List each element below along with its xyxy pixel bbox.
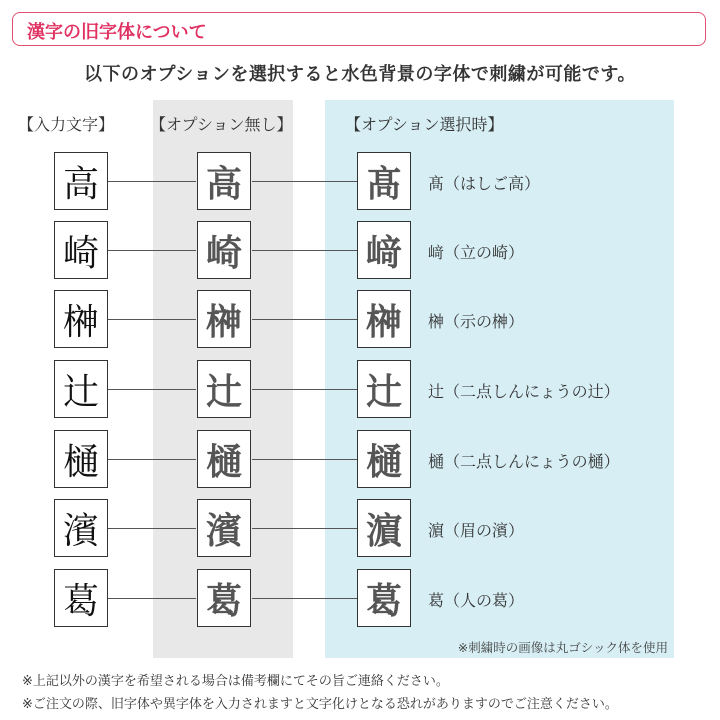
connector-line <box>252 389 358 390</box>
connector-line <box>108 181 196 182</box>
connector-line <box>252 319 358 320</box>
input-kanji: 崎 <box>54 221 108 279</box>
kanji-row <box>0 360 720 420</box>
kanji-row <box>0 430 720 490</box>
kanji-description: 髙（はしご高） <box>428 174 541 193</box>
kanji-row <box>0 152 720 212</box>
option-kanji: 榊 <box>357 290 411 348</box>
kanji-description: 葛（人の葛） <box>428 591 525 610</box>
connector-line <box>252 250 358 251</box>
kanji-description: 榊（示の榊） <box>428 312 525 331</box>
no-option-kanji: 榊 <box>197 290 251 348</box>
embroidery-caption: ※刺繍時の画像は丸ゴシック体を使用 <box>457 640 668 655</box>
connector-line <box>252 459 358 460</box>
no-option-kanji: 高 <box>197 152 251 210</box>
connector-line <box>252 598 358 599</box>
option-kanji: 濵 <box>357 499 411 557</box>
no-option-kanji: 葛 <box>197 569 251 627</box>
kanji-row <box>0 569 720 629</box>
input-kanji: 高 <box>54 152 108 210</box>
note-other-kanji: ※上記以外の漢字を希望される場合は備考欄にてその旨ご連絡ください。 <box>22 674 449 689</box>
connector-line <box>108 319 196 320</box>
connector-line <box>108 250 196 251</box>
input-kanji: 榊 <box>54 290 108 348</box>
option-kanji: 樋 <box>357 430 411 488</box>
header-no-option: 【オプション無し】 <box>150 115 293 134</box>
header-option-selected: 【オプション選択時】 <box>345 115 504 134</box>
option-kanji: 髙 <box>357 152 411 210</box>
no-option-kanji: 樋 <box>197 430 251 488</box>
note-garbled-text: ※ご注文の際、旧字体や異字体を入力されますと文字化けとなる恐れがありますのでご注意ください。 <box>22 697 618 712</box>
no-option-kanji: 濱 <box>197 499 251 557</box>
option-kanji: 﨑 <box>357 221 411 279</box>
kanji-row <box>0 290 720 350</box>
connector-line <box>108 389 196 390</box>
intro-text: 以下のオプションを選択すると水色背景の字体で刺繍が可能です。 <box>84 64 636 85</box>
connector-line <box>108 528 196 529</box>
connector-line <box>252 528 358 529</box>
option-kanji: 辻 <box>357 360 411 418</box>
input-kanji: 樋 <box>54 430 108 488</box>
kanji-row <box>0 499 720 559</box>
no-option-kanji: 崎 <box>197 221 251 279</box>
input-kanji: 葛 <box>54 569 108 627</box>
kanji-description: 濵（眉の濱） <box>428 521 525 540</box>
kanji-description: 﨑（立の崎） <box>428 243 525 262</box>
header-input: 【入力文字】 <box>18 115 115 134</box>
kanji-row <box>0 221 720 281</box>
kanji-description: 樋（二点しんにょうの樋） <box>428 452 620 471</box>
page-title: 漢字の旧字体について <box>27 22 207 43</box>
connector-line <box>108 459 196 460</box>
input-kanji: 辻 <box>54 360 108 418</box>
connector-line <box>108 598 196 599</box>
kanji-description: 辻（二点しんにょうの辻） <box>428 382 620 401</box>
option-kanji: 葛 <box>357 569 411 627</box>
title-box <box>12 12 706 46</box>
connector-line <box>252 181 358 182</box>
input-kanji: 濱 <box>54 499 108 557</box>
no-option-kanji: 辻 <box>197 360 251 418</box>
